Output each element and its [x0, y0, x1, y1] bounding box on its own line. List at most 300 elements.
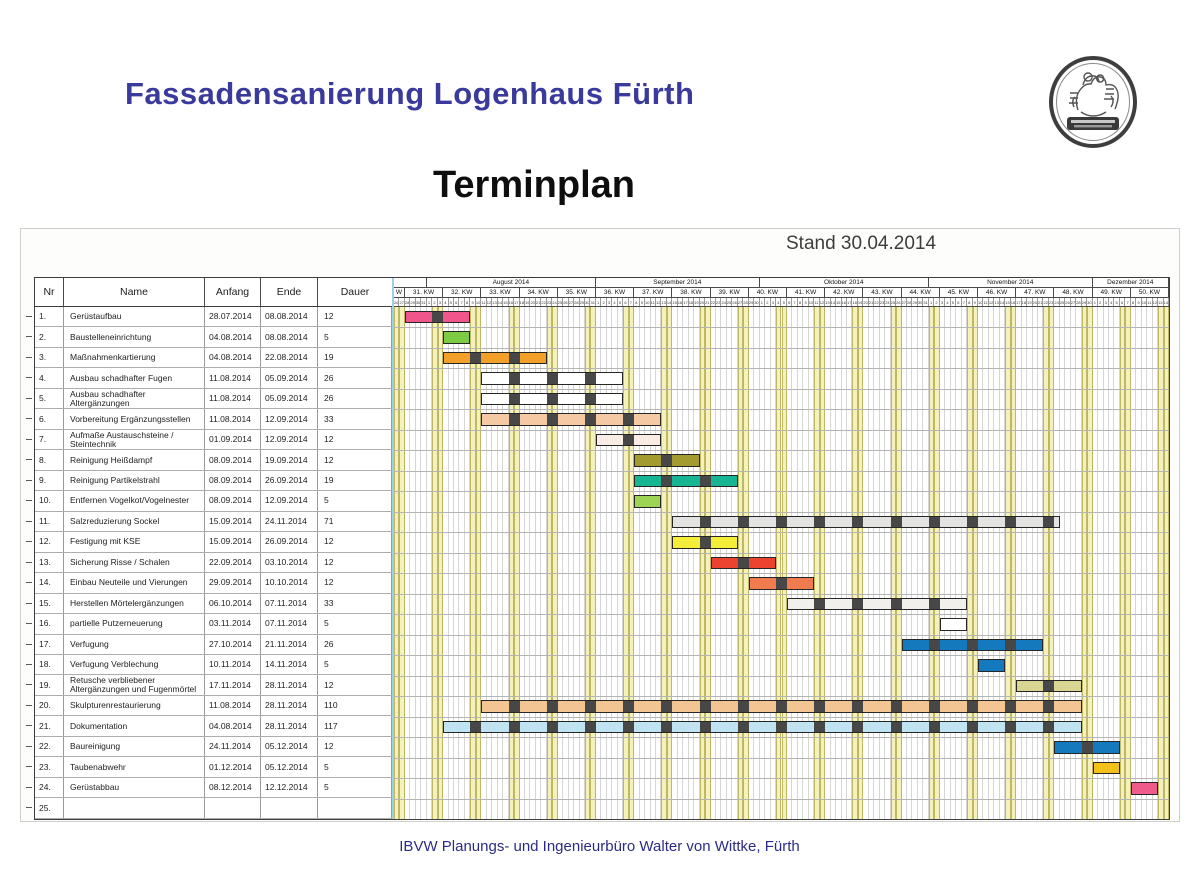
- weekend-column: [973, 307, 978, 819]
- day-header-cell: 7: [1125, 298, 1130, 306]
- gantt-area: [392, 278, 1169, 819]
- day-header-cell: 20: [699, 300, 705, 305]
- day-header-cell: 7: [459, 298, 464, 306]
- task-name: Verfugung: [64, 635, 205, 654]
- task-duration: 26: [318, 368, 392, 387]
- gantt-bar-weekend: [738, 557, 749, 570]
- day-header-cell: 9: [1136, 298, 1141, 306]
- task-start: 01.12.2014: [205, 757, 261, 776]
- task-name: Maßnahmenkartierung: [64, 348, 205, 367]
- day-header-cell: 19: [524, 300, 530, 305]
- day-header-cell: 8: [1131, 298, 1136, 306]
- day-header-cell: 30: [585, 300, 590, 305]
- task-name: Taubenabwehr: [64, 757, 205, 776]
- gantt-bar-weekend: [1043, 721, 1054, 734]
- gantt-bar: [443, 352, 547, 365]
- table-row: [35, 778, 392, 798]
- day-header-cell: 30: [415, 300, 421, 305]
- day-header-cell: 2: [934, 298, 939, 306]
- day-header-cell: 3: [607, 298, 612, 306]
- day-header-cell: 3: [771, 298, 776, 306]
- gantt-bar-weekend: [776, 577, 787, 590]
- day-header-cell: 13: [492, 300, 497, 305]
- gantt-bar-weekend: [814, 598, 825, 611]
- day-header-cell: 1: [596, 298, 601, 306]
- week-header-cell: 33. KW: [481, 288, 519, 297]
- gantt-bar: [978, 659, 1005, 672]
- task-end: [261, 798, 318, 817]
- gantt-bar-weekend: [1043, 516, 1054, 529]
- task-nr: 18.: [35, 655, 64, 674]
- week-header-cell: 41. KW: [787, 288, 825, 297]
- weekend-column: [1125, 307, 1130, 819]
- day-header-cell: 31: [421, 300, 426, 305]
- weekend-column: [399, 307, 404, 819]
- row-separator: [394, 778, 1169, 779]
- day-header-cell: 29: [912, 300, 917, 305]
- gantt-bar-weekend: [509, 413, 520, 426]
- task-end: 22.08.2014: [261, 348, 318, 367]
- day-header-cell: 4: [1109, 298, 1114, 306]
- task-duration: 5: [318, 614, 392, 633]
- table-row: [35, 491, 392, 511]
- task-duration: 5: [318, 778, 392, 797]
- gantt-bar-weekend: [547, 700, 558, 713]
- day-header-cell: 27: [399, 300, 404, 305]
- table-row: [35, 573, 392, 593]
- task-nr: 5.: [35, 389, 64, 408]
- task-start: [205, 798, 261, 817]
- gantt-table: [34, 277, 1170, 820]
- task-name: Festigung mit KSE: [64, 532, 205, 551]
- day-header-cell: 4: [776, 298, 781, 306]
- task-name: Verfugung Verblechung: [64, 655, 205, 674]
- day-header-cell: 5: [449, 298, 454, 306]
- gantt-bar-weekend: [470, 352, 481, 365]
- task-duration: 5: [318, 491, 392, 510]
- gantt-bar-weekend: [929, 700, 940, 713]
- gantt-bar-weekend: [891, 700, 902, 713]
- day-header-cell: 22: [874, 300, 879, 305]
- task-duration: 26: [318, 389, 392, 408]
- week-header-cell: 49. KW: [1093, 288, 1131, 297]
- weekend-column: [820, 307, 825, 819]
- task-name: Retusche verbliebener Altergänzungen und Fugenmörtel: [64, 675, 205, 694]
- day-header-cell: 25: [726, 300, 732, 305]
- day-header-cell: 25: [1059, 300, 1065, 305]
- task-start: 11.08.2014: [205, 409, 261, 428]
- day-header-cell: 27: [1070, 300, 1076, 305]
- day-header-cell: 23: [879, 300, 885, 305]
- row-separator: [394, 368, 1169, 369]
- task-nr: 22.: [35, 737, 64, 756]
- month-header-cell: Oktober 2014: [760, 278, 929, 287]
- row-separator: [394, 389, 1169, 390]
- day-header-cell: 16: [677, 300, 683, 305]
- day-header-cell: 26: [563, 300, 568, 305]
- gantt-bar-weekend: [738, 516, 749, 529]
- task-duration: 12: [318, 675, 392, 694]
- gantt-bar-weekend: [738, 721, 749, 734]
- week-header-cell: 35. KW: [558, 288, 596, 297]
- gantt-bar-weekend: [967, 639, 978, 652]
- table-row: [35, 635, 392, 655]
- gantt-bar-weekend: [814, 700, 825, 713]
- task-start: 15.09.2014: [205, 512, 261, 531]
- table-header-row: [35, 278, 392, 307]
- day-header-cell: 20: [1032, 300, 1037, 305]
- day-header-cell: 20: [530, 300, 535, 305]
- logo-seal: [1048, 55, 1138, 149]
- gantt-bar-weekend: [891, 721, 902, 734]
- task-end: 05.12.2014: [261, 757, 318, 776]
- row-separator: [394, 737, 1169, 738]
- task-name: Ausbau schadhafter Altergänzungen: [64, 389, 205, 408]
- task-name: Einbau Neuteile und Vierungen: [64, 573, 205, 592]
- day-header-cell: 30: [917, 300, 923, 305]
- day-header-cell: 13: [994, 300, 999, 305]
- gantt-bar-weekend: [852, 700, 863, 713]
- day-header-cell: 5: [951, 298, 956, 306]
- day-header-cell: 12: [1152, 300, 1158, 305]
- row-separator: [394, 409, 1169, 410]
- task-duration: 12: [318, 573, 392, 592]
- gantt-bar-weekend: [700, 475, 711, 488]
- task-nr: 17.: [35, 635, 64, 654]
- task-name: Gerüstabbau: [64, 778, 205, 797]
- week-header-cell: 38. KW: [672, 288, 710, 297]
- table-row: [35, 512, 392, 532]
- day-header-cell: 14: [497, 300, 503, 305]
- day-header-cell: 10: [645, 300, 650, 305]
- day-header-cell: 28: [743, 300, 748, 305]
- task-start: 08.12.2014: [205, 778, 261, 797]
- task-duration: 110: [318, 696, 392, 715]
- gantt-bar-weekend: [623, 413, 634, 426]
- day-header-cell: 8: [798, 298, 803, 306]
- task-name: Vorbereitung Ergänzungsstellen: [64, 409, 205, 428]
- task-start: 11.08.2014: [205, 696, 261, 715]
- task-duration: 33: [318, 409, 392, 428]
- gantt-bar-weekend: [470, 721, 481, 734]
- day-header-cell: 23: [716, 300, 721, 305]
- table-row: [35, 430, 392, 450]
- day-header-cell: 11: [814, 300, 819, 305]
- week-header-cell: 32. KW: [443, 288, 481, 297]
- day-header-cell: 3: [1104, 298, 1109, 306]
- day-header-cell: 27: [568, 300, 574, 305]
- day-header-cell: 19: [1027, 300, 1032, 305]
- row-separator: [394, 430, 1169, 431]
- day-header-cell: 21: [535, 300, 541, 305]
- day-header-cell: 8: [967, 298, 972, 306]
- task-end: 24.11.2014: [261, 512, 318, 531]
- day-header-cell: 10: [977, 300, 983, 305]
- gantt-bar: [634, 495, 661, 508]
- day-header-cell: 15: [672, 300, 677, 305]
- day-header-cell: 7: [629, 298, 634, 306]
- day-header-cell: 16: [841, 300, 846, 305]
- month-header-cell: Dezember 2014: [1093, 278, 1169, 287]
- gantt-bar: [443, 721, 1082, 734]
- day-header-cell: 25: [557, 300, 563, 305]
- gantt-bar-weekend: [891, 516, 902, 529]
- day-header-cell: 4: [945, 298, 950, 306]
- task-duration: 12: [318, 737, 392, 756]
- day-header-cell: 30: [1087, 300, 1092, 305]
- row-separator: [394, 327, 1169, 328]
- month-header-cell: November 2014: [929, 278, 1093, 287]
- day-header-cell: 2: [432, 298, 437, 306]
- weekend-column: [438, 307, 443, 819]
- table-row: [35, 675, 392, 695]
- table-row: [35, 307, 392, 327]
- task-start: 10.11.2014: [205, 655, 261, 674]
- day-header-cell: 12: [486, 300, 492, 305]
- row-separator: [394, 471, 1169, 472]
- day-header-cell: 15: [503, 300, 508, 305]
- table-row: [35, 737, 392, 757]
- task-name: Gerüstaufbau: [64, 307, 205, 326]
- task-start: 29.09.2014: [205, 573, 261, 592]
- day-header-row: [394, 298, 1169, 307]
- row-separator: [394, 614, 1169, 615]
- task-duration: 117: [318, 716, 392, 735]
- task-start: 22.09.2014: [205, 553, 261, 572]
- task-nr: 23.: [35, 757, 64, 776]
- day-header-cell: 29: [579, 300, 585, 305]
- month-header-cell: September 2014: [596, 278, 760, 287]
- gantt-bar-weekend: [661, 475, 672, 488]
- task-nr: 21.: [35, 716, 64, 735]
- task-end: 10.10.2014: [261, 573, 318, 592]
- gantt-bar-weekend: [585, 393, 596, 406]
- day-header-cell: 27: [901, 300, 907, 305]
- column-header-nr: Nr: [35, 278, 64, 306]
- gantt-bar: [1093, 762, 1120, 775]
- task-end: 26.09.2014: [261, 532, 318, 551]
- week-header-cell: 43. KW: [863, 288, 901, 297]
- task-end: 08.08.2014: [261, 327, 318, 346]
- gantt-bar-weekend: [1005, 516, 1016, 529]
- day-header-cell: 28: [1076, 300, 1081, 305]
- weekend-column: [629, 307, 634, 819]
- task-end: 12.09.2014: [261, 430, 318, 449]
- week-header-row: [394, 288, 1169, 298]
- task-duration: 19: [318, 348, 392, 367]
- week-header-cell: W: [394, 288, 405, 297]
- task-name: Sicherung Risse / Schalen: [64, 553, 205, 572]
- day-header-cell: 17: [846, 300, 852, 305]
- task-nr: 12.: [35, 532, 64, 551]
- day-header-cell: 19: [694, 300, 699, 305]
- task-name: Herstellen Mörtelergänzungen: [64, 594, 205, 613]
- task-duration: 12: [318, 430, 392, 449]
- row-separator: [394, 491, 1169, 492]
- gantt-bar-weekend: [852, 516, 863, 529]
- gantt-bar-weekend: [776, 700, 787, 713]
- day-header-cell: 24: [721, 300, 726, 305]
- task-start: 03.11.2014: [205, 614, 261, 633]
- task-end: 19.09.2014: [261, 450, 318, 469]
- week-header-cell: 34. KW: [520, 288, 558, 297]
- day-header-cell: 27: [737, 300, 743, 305]
- table-row: [35, 594, 392, 614]
- week-header-cell: 44. KW: [902, 288, 940, 297]
- gantt-bar-weekend: [929, 516, 940, 529]
- row-separator: [394, 348, 1169, 349]
- row-separator: [394, 655, 1169, 656]
- task-end: 28.11.2014: [261, 716, 318, 735]
- task-nr: 6.: [35, 409, 64, 428]
- task-nr: 7.: [35, 430, 64, 449]
- gantt-bar-weekend: [1043, 680, 1054, 693]
- task-start: 17.11.2014: [205, 675, 261, 694]
- week-header-cell: 47. KW: [1016, 288, 1054, 297]
- task-start: 28.07.2014: [205, 307, 261, 326]
- task-name: Salzreduzierung Sockel: [64, 512, 205, 531]
- gantt-bar-weekend: [929, 598, 940, 611]
- week-header-cell: 45. KW: [940, 288, 978, 297]
- day-header-cell: 21: [705, 300, 710, 305]
- day-header-cell: 9: [470, 298, 475, 306]
- day-header-cell: 1: [1093, 298, 1098, 306]
- day-header-cell: 17: [1016, 300, 1021, 305]
- gantt-bar-weekend: [509, 393, 520, 406]
- row-separator: [394, 532, 1169, 533]
- day-header-cell: 28: [404, 300, 410, 305]
- day-header-cell: 25: [890, 300, 896, 305]
- task-name: Entfernen Vogelkot/Vogelnester: [64, 491, 205, 510]
- day-header-cell: 12: [819, 300, 825, 305]
- gantt-bar-weekend: [547, 413, 558, 426]
- task-start: 08.09.2014: [205, 471, 261, 490]
- gantt-bar-weekend: [661, 454, 672, 467]
- task-name: Baustelleneinrichtung: [64, 327, 205, 346]
- gantt-bar-weekend: [585, 413, 596, 426]
- gantt-bar-weekend: [1005, 721, 1016, 734]
- task-end: 26.09.2014: [261, 471, 318, 490]
- day-header-cell: 1: [427, 298, 432, 306]
- task-start: 11.08.2014: [205, 368, 261, 387]
- gantt-bar-weekend: [967, 721, 978, 734]
- task-duration: 19: [318, 471, 392, 490]
- weekend-column: [1164, 307, 1169, 819]
- day-header-cell: 13: [825, 300, 830, 305]
- task-start: 01.09.2014: [205, 430, 261, 449]
- task-name: Ausbau schadhafter Fugen: [64, 368, 205, 387]
- gantt-bar-weekend: [852, 598, 863, 611]
- task-duration: 5: [318, 757, 392, 776]
- day-header-cell: 15: [836, 300, 841, 305]
- day-header-cell: 19: [857, 300, 863, 305]
- status-date: Stand 30.04.2014: [786, 233, 937, 254]
- gantt-bar-weekend: [509, 721, 520, 734]
- day-header-cell: 26: [394, 300, 399, 305]
- day-header-cell: 26: [896, 300, 901, 305]
- table-row: [35, 614, 392, 634]
- table-row: [35, 327, 392, 347]
- day-header-cell: 26: [732, 300, 737, 305]
- month-header-cell: [394, 278, 427, 287]
- week-header-cell: 42. KW: [825, 288, 863, 297]
- day-header-cell: 7: [962, 298, 967, 306]
- page-title: Fassadensanierung Logenhaus Fürth: [125, 76, 695, 111]
- gantt-bar-weekend: [738, 700, 749, 713]
- task-start: 04.08.2014: [205, 716, 261, 735]
- day-header-cell: 28: [907, 300, 912, 305]
- task-name: Reinigung Partikelstrahl: [64, 471, 205, 490]
- task-nr: 25.: [35, 798, 64, 817]
- day-header-cell: 11: [650, 300, 655, 305]
- day-header-cell: 10: [475, 300, 481, 305]
- task-nr: 13.: [35, 553, 64, 572]
- day-header-cell: 31: [923, 300, 928, 305]
- day-header-cell: 14: [1163, 300, 1168, 305]
- task-list: [35, 307, 392, 819]
- weekend-column: [858, 307, 863, 819]
- task-duration: 33: [318, 594, 392, 613]
- gantt-bar-weekend: [585, 700, 596, 713]
- day-header-cell: 18: [1021, 300, 1027, 305]
- task-nr: 8.: [35, 450, 64, 469]
- task-nr: 24.: [35, 778, 64, 797]
- task-start: 04.08.2014: [205, 348, 261, 367]
- gantt-bar-weekend: [623, 721, 634, 734]
- gantt-bar-weekend: [623, 434, 634, 447]
- day-header-cell: 8: [634, 298, 639, 306]
- task-start: 04.08.2014: [205, 327, 261, 346]
- day-header-cell: 11: [481, 300, 486, 305]
- row-separator: [394, 512, 1169, 513]
- day-header-cell: 30: [754, 300, 759, 305]
- day-header-cell: 15: [1005, 300, 1010, 305]
- day-header-cell: 17: [683, 300, 688, 305]
- row-separator: [394, 717, 1169, 718]
- day-header-cell: 11: [1147, 300, 1152, 305]
- day-header-cell: 4: [612, 298, 617, 306]
- table-row: [35, 716, 392, 736]
- table-row: [35, 471, 392, 491]
- gantt-bar-weekend: [776, 516, 787, 529]
- week-header-cell: 46. KW: [978, 288, 1016, 297]
- day-header-cell: 11: [983, 300, 988, 305]
- table-row: [35, 389, 392, 409]
- task-duration: 12: [318, 450, 392, 469]
- task-nr: 15.: [35, 594, 64, 613]
- task-end: 03.10.2014: [261, 553, 318, 572]
- page-subtitle: Terminplan: [433, 164, 635, 206]
- day-header-cell: 18: [852, 300, 857, 305]
- footer-text: IBVW Planungs- und Ingenieurbüro Walter von Wittke, Fürth: [399, 838, 800, 855]
- gantt-bar-weekend: [814, 516, 825, 529]
- day-header-cell: 2: [765, 298, 770, 306]
- row-separator: [394, 758, 1169, 759]
- gantt-bar: [940, 618, 967, 631]
- day-header-cell: 10: [808, 300, 814, 305]
- day-header-cell: 12: [988, 300, 994, 305]
- row-separator: [394, 635, 1169, 636]
- gantt-bar-weekend: [776, 721, 787, 734]
- task-name: Aufmaße Austauschsteine / Steintechnik: [64, 430, 205, 449]
- task-name: Dokumentation: [64, 716, 205, 735]
- task-start: 08.09.2014: [205, 450, 261, 469]
- day-header-cell: 23: [546, 300, 552, 305]
- row-separator: [394, 696, 1169, 697]
- day-header-cell: 6: [623, 298, 628, 306]
- task-duration: 71: [318, 512, 392, 531]
- day-header-cell: 29: [410, 300, 415, 305]
